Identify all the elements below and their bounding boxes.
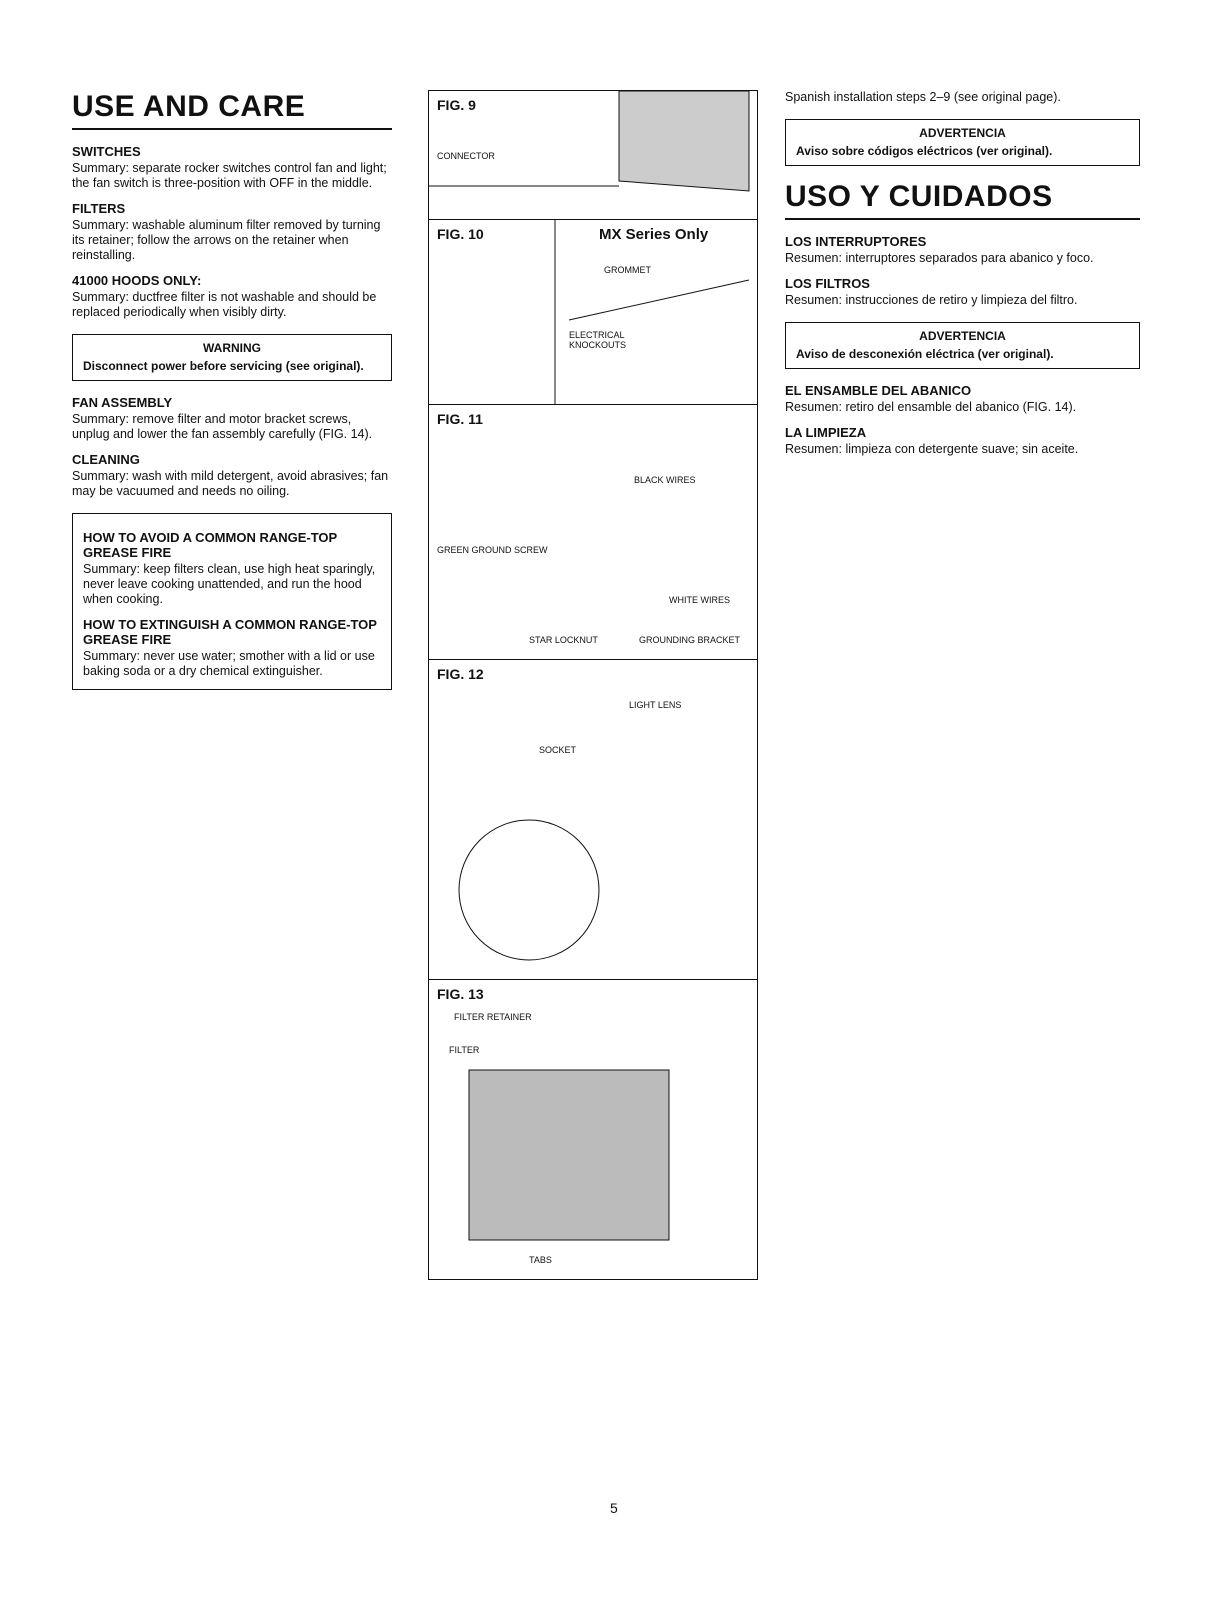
page-title: USE AND CARE [72,90,392,130]
advertencia-1-title: ADVERTENCIA [919,126,1006,140]
fig-13 [428,980,758,1280]
interruptores-heading: LOS INTERRUPTORES [785,234,927,249]
fig-11-label: FIG. 11 [437,411,483,427]
cleaning-heading: CLEANING [72,452,140,467]
fig-10-knockouts: ELECTRICAL KNOCKOUTS [569,330,627,350]
fig-13-drawing [429,980,759,1280]
fire-text: Summary: keep filters clean, use high heat sparingly, never leave cooking unattended, and run the hood when cooking. [83,562,376,606]
fig-11 [428,405,758,660]
filters-heading: FILTERS [72,201,126,216]
ensamble-text: Resumen: retiro del ensamble del abanico (FIG. 14). [785,400,1077,414]
fan-text: Summary: remove filter and motor bracket screws, unplug and lower the fan assembly carefully (FIG. 14). [72,412,373,441]
advertencia-1-text: Aviso sobre códigos eléctricos (ver original). [796,144,1053,158]
warning-title: WARNING [203,341,261,355]
grease-fire-box [72,513,392,690]
fig-12-lens: LIGHT LENS [629,700,682,710]
fig-12-socket: SOCKET [539,745,577,755]
fig-13-retainer: FILTER RETAINER [454,1012,532,1022]
advertencia-box-2 [785,322,1140,369]
advertencia-2-title: ADVERTENCIA [919,329,1006,343]
fig-13-label: FIG. 13 [437,986,484,1002]
steps-text: Spanish installation steps 2–9 (see original page). [785,90,1061,104]
fig-13-tabs: TABS [529,1255,552,1265]
fig-9-connector: CONNECTOR [437,151,495,161]
fig-13-filter: FILTER [449,1045,480,1055]
fig-11-black: BLACK WIRES [634,475,696,485]
ensamble-heading: EL ENSAMBLE DEL ABANICO [785,383,972,398]
extinguish-text: Summary: never use water; smother with a lid or use baking soda or a dry chemical extinguisher. [83,649,375,678]
ductfree-heading: 41000 HOODS ONLY: [72,273,202,288]
fig-10 [428,220,758,405]
fig-12-drawing [429,660,759,980]
fig-11-white: WHITE WIRES [669,595,730,605]
filters-text: Summary: washable aluminum filter removed by turning its retainer; follow the arrows on the retainer when reinstalling. [72,218,381,262]
advertencia-2-text: Aviso de desconexión eléctrica (ver original). [796,347,1054,361]
limpieza-text: Resumen: limpieza con detergente suave; sin aceite. [785,442,1079,456]
cleaning-text: Summary: wash with mild detergent, avoid abrasives; fan may be vacuumed and needs no oiling. [72,469,389,498]
page-number: 5 [610,1500,618,1516]
fan-heading: FAN ASSEMBLY [72,395,173,410]
fig-9-label: FIG. 9 [437,97,476,113]
fig-9 [428,90,758,220]
fire-heading: HOW TO AVOID A COMMON RANGE-TOP GREASE FIRE [83,530,337,560]
switches-text: Summary: separate rocker switches control fan and light; the fan switch is three-position with OFF in the middle. [72,161,387,190]
fig-10-drawing [429,220,759,405]
spanish-title: USO Y CUIDADOS [785,180,1140,220]
fig-10-grommet: GROMMET [604,265,651,275]
spanish-column [785,90,1140,461]
ductfree-text: Summary: ductfree filter is not washable and should be replaced periodically when visibly dirty. [72,290,377,319]
fig-12-label: FIG. 12 [437,666,484,682]
switches-heading: SWITCHES [72,144,141,159]
extinguish-heading: HOW TO EXTINGUISH A COMMON RANGE-TOP GREASE FIRE [83,617,377,647]
warning-text: Disconnect power before servicing (see original). [83,359,364,373]
fig-10-label: FIG. 10 [437,226,484,242]
fig-11-ground: GREEN GROUND SCREW [437,545,548,555]
fig-12 [428,660,758,980]
fig-11-bracket: GROUNDING BRACKET [639,635,741,645]
filtros-text: Resumen: instrucciones de retiro y limpieza del filtro. [785,293,1078,307]
left-column [72,90,392,704]
interruptores-text: Resumen: interruptores separados para abanico y foco. [785,251,1094,265]
advertencia-box-1 [785,119,1140,166]
limpieza-heading: LA LIMPIEZA [785,425,867,440]
mx-series-label: MX Series Only [599,226,709,243]
filtros-heading: LOS FILTROS [785,276,870,291]
figure-column [428,90,758,1280]
fig-11-locknut: STAR LOCKNUT [529,635,598,645]
warning-box [72,334,392,381]
